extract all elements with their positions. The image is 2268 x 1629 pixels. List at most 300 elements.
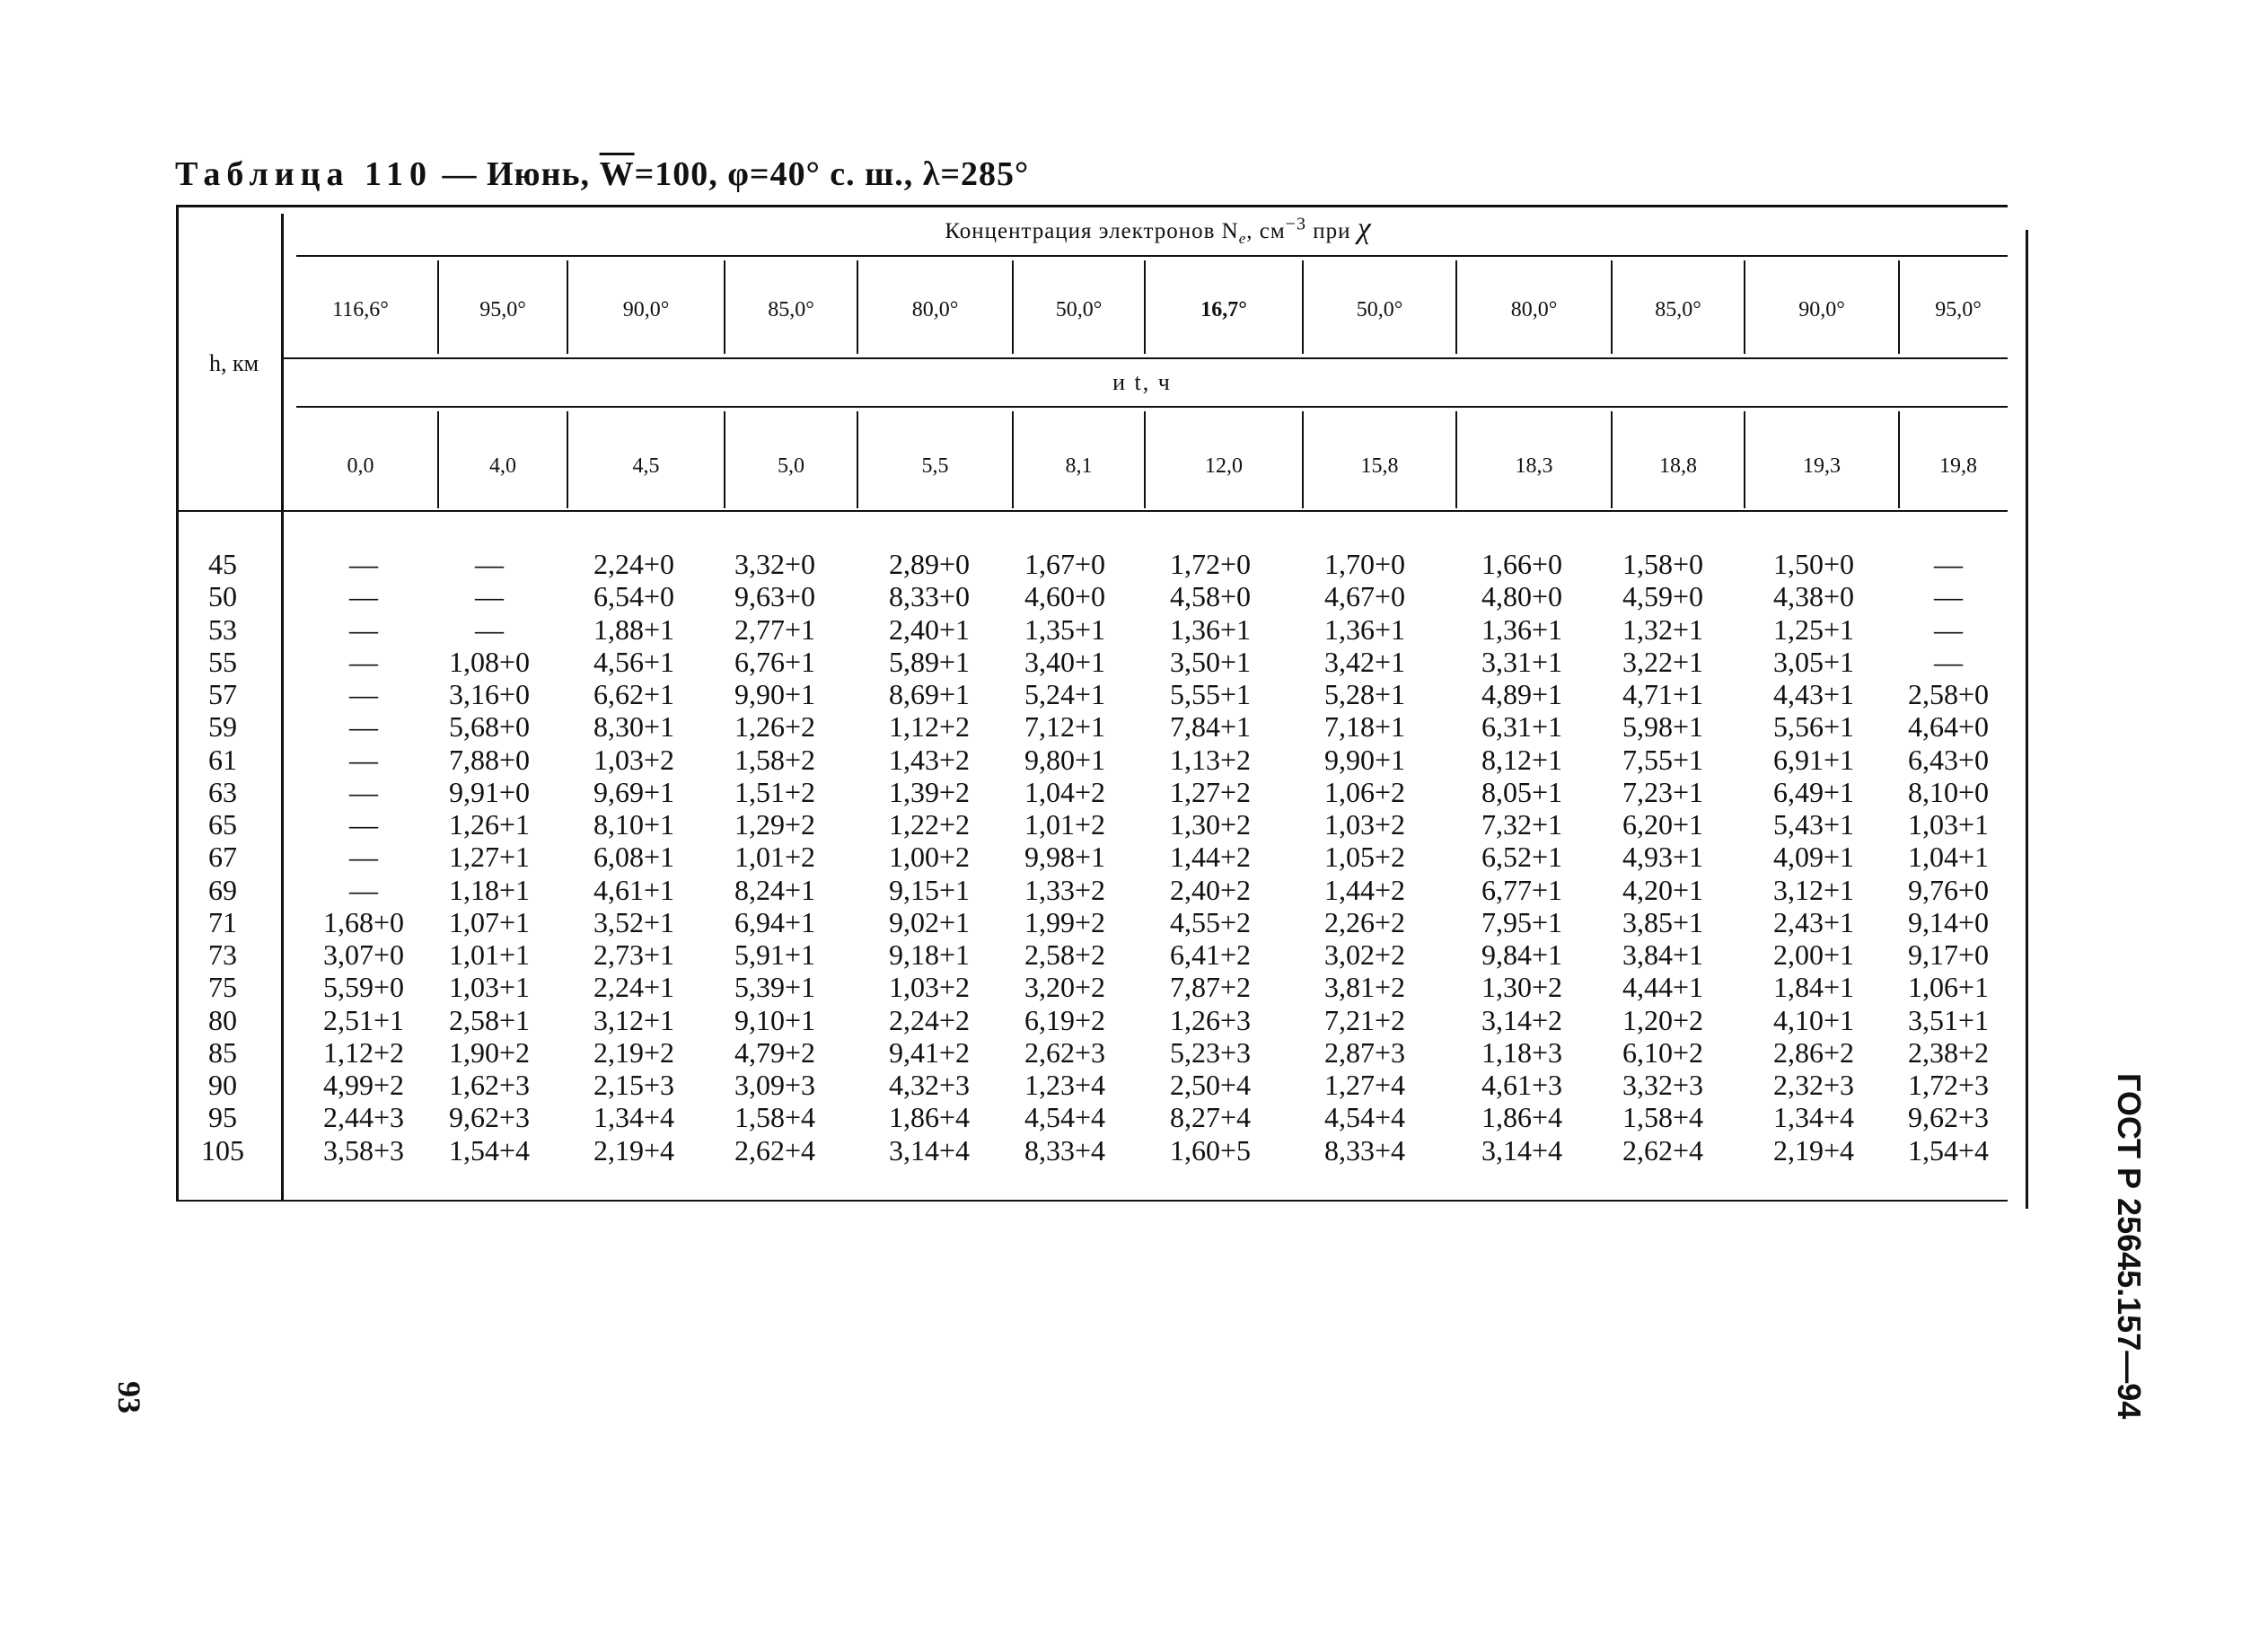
t-value-cell: 8,1 (1065, 454, 1093, 478)
data-cell: 4,60+0 (1024, 580, 1106, 613)
data-cell: 5,56+1 (1772, 710, 1855, 744)
data-cell: 9,15+1 (888, 873, 971, 906)
header-bottom-rule (176, 510, 2008, 512)
data-cell: 3,12+1 (1772, 873, 1855, 906)
data-cell: 9,63+0 (734, 580, 816, 613)
data-cell: 4,99+2 (322, 1069, 405, 1101)
data-cell: 1,29+2 (734, 808, 816, 841)
data-cell: 1,00+2 (888, 841, 971, 874)
data-cell: 5,23+3 (1169, 1035, 1252, 1069)
data-cell: — (475, 548, 504, 580)
altitude-cell: 95 (208, 1101, 237, 1134)
altitude-cell: 69 (208, 873, 237, 906)
data-cell: 5,98+1 (1622, 710, 1704, 744)
data-cell: 2,15+3 (593, 1069, 675, 1101)
t-row-top-rule (296, 406, 2008, 408)
data-cell: 2,62+4 (1622, 1133, 1704, 1167)
t-value-cell: 18,8 (1659, 454, 1697, 478)
t-value-cell: 18,3 (1515, 454, 1553, 478)
data-cell: 3,32+3 (1622, 1069, 1704, 1101)
data-cell: 2,58+1 (448, 1003, 531, 1036)
data-cell: 4,61+3 (1481, 1069, 1563, 1101)
data-column (292, 548, 435, 1167)
t-value-cell: 19,8 (1939, 454, 1977, 478)
data-cell: — (349, 775, 378, 808)
data-cell: 6,77+1 (1481, 873, 1563, 906)
altitude-cell: 85 (208, 1035, 237, 1069)
data-cell: 7,84+1 (1169, 710, 1252, 744)
altitude-cell: 65 (208, 808, 237, 841)
data-cell: 6,76+1 (734, 645, 816, 678)
altitude-cell: 90 (208, 1069, 237, 1101)
data-cell: — (349, 743, 378, 776)
data-cell: 1,25+1 (1772, 612, 1855, 646)
altitude-cell: 105 (201, 1133, 244, 1167)
data-cell: 4,09+1 (1772, 841, 1855, 874)
data-column (1293, 548, 1437, 1167)
data-cell: 3,14+4 (888, 1133, 971, 1167)
data-column (1591, 548, 1735, 1167)
chi-value-cell: 90,0° (622, 298, 670, 321)
data-cell: 5,59+0 (322, 971, 405, 1004)
data-cell: 1,35+1 (1024, 612, 1106, 646)
data-cell: — (349, 841, 378, 874)
data-cell: 4,67+0 (1323, 580, 1406, 613)
data-column (562, 548, 706, 1167)
altitude-cell: 75 (208, 971, 237, 1004)
data-cell: 8,27+4 (1169, 1101, 1252, 1134)
data-cell: 8,69+1 (888, 678, 971, 710)
data-cell: 1,62+3 (448, 1069, 531, 1101)
t-value-cell: 5,0 (778, 454, 804, 478)
data-cell: 1,07+1 (448, 905, 531, 938)
data-cell: — (349, 612, 378, 646)
data-cell: 2,86+2 (1772, 1035, 1855, 1069)
data-cell: 1,12+2 (888, 710, 971, 744)
data-cell: 1,36+1 (1481, 612, 1563, 646)
data-cell: 2,19+4 (593, 1133, 675, 1167)
data-cell: 1,44+2 (1323, 873, 1406, 906)
chi-value-cell: 80,0° (1510, 298, 1558, 321)
data-cell: 1,27+1 (448, 841, 531, 874)
data-cell: 3,20+2 (1024, 971, 1106, 1004)
table-bottom-rule (176, 1200, 2008, 1202)
data-cell: 3,85+1 (1622, 905, 1704, 938)
data-cell: 1,44+2 (1169, 841, 1252, 874)
data-cell: 1,50+0 (1772, 548, 1855, 580)
gost-side-label: ГОСТ Р 25645.157—94 (2111, 1073, 2148, 1420)
data-cell: 6,20+1 (1622, 808, 1704, 841)
data-cell: 4,71+1 (1622, 678, 1704, 710)
data-cell: 1,03+2 (593, 743, 675, 776)
chi-value-cell: 116,6° (332, 298, 389, 321)
data-cell: 4,43+1 (1772, 678, 1855, 710)
altitude-cell: 61 (208, 743, 237, 776)
altitude-cell: 67 (208, 841, 237, 874)
data-cell: 1,90+2 (448, 1035, 531, 1069)
data-column (418, 548, 561, 1167)
data-cell: 2,89+0 (888, 548, 971, 580)
chi-value-cell: 50,0° (1055, 298, 1103, 321)
data-cell: 1,03+2 (1323, 808, 1406, 841)
data-cell: 4,80+0 (1481, 580, 1563, 613)
data-cell: 4,54+4 (1323, 1101, 1406, 1134)
data-cell: 2,73+1 (593, 938, 675, 971)
altitude-cell: 73 (208, 938, 237, 971)
chi-value-cell: 95,0° (1935, 298, 1982, 321)
data-cell: 1,01+1 (448, 938, 531, 971)
data-cell: 2,19+4 (1772, 1133, 1855, 1167)
data-cell: 1,03+1 (1907, 808, 1990, 841)
data-cell: 1,13+2 (1169, 743, 1252, 776)
data-cell: 3,84+1 (1622, 938, 1704, 971)
data-cell: 1,18+3 (1481, 1035, 1563, 1069)
data-cell: 9,18+1 (888, 938, 971, 971)
chi-value-cell: 85,0° (1655, 298, 1701, 321)
data-cell: 1,18+1 (448, 873, 531, 906)
data-cell: 7,55+1 (1622, 743, 1704, 776)
table-title (175, 154, 1029, 194)
altitude-cell: 53 (208, 612, 237, 646)
data-cell: 6,91+1 (1772, 743, 1855, 776)
data-cell: 1,36+1 (1169, 612, 1252, 646)
data-cell: 7,18+1 (1323, 710, 1406, 744)
data-cell: 1,20+2 (1622, 1003, 1704, 1036)
data-cell: 5,89+1 (888, 645, 971, 678)
data-column (1877, 548, 2020, 1167)
data-cell: 1,34+4 (593, 1101, 675, 1134)
t-value-cell: 4,5 (632, 454, 660, 478)
data-cell: 4,61+1 (593, 873, 675, 906)
data-cell: 1,30+2 (1481, 971, 1563, 1004)
data-cell: 4,56+1 (593, 645, 675, 678)
data-cell: 3,09+3 (734, 1069, 816, 1101)
data-cell: 5,39+1 (734, 971, 816, 1004)
data-cell: 2,32+3 (1772, 1069, 1855, 1101)
data-cell: 2,38+2 (1907, 1035, 1990, 1069)
data-cell: — (1934, 645, 1963, 678)
data-cell: 3,07+0 (322, 938, 405, 971)
data-column (1450, 548, 1594, 1167)
t-value-cell: 0,0 (347, 454, 374, 478)
data-cell: 3,81+2 (1323, 971, 1406, 1004)
data-cell: 5,43+1 (1772, 808, 1855, 841)
table-title-w-symbol: $\overline{W}$ (599, 155, 635, 193)
data-cell: 1,03+2 (888, 971, 971, 1004)
data-cell: 9,14+0 (1907, 905, 1990, 938)
data-cell: 9,91+0 (448, 775, 531, 808)
data-cell: 2,19+2 (593, 1035, 675, 1069)
data-cell: 6,41+2 (1169, 938, 1252, 971)
data-cell: 1,01+2 (734, 841, 816, 874)
data-cell: 6,43+0 (1907, 743, 1990, 776)
data-cell: 6,19+2 (1024, 1003, 1106, 1036)
data-cell: 4,58+0 (1169, 580, 1252, 613)
data-cell: 3,51+1 (1907, 1003, 1990, 1036)
data-cell: 6,54+0 (593, 580, 675, 613)
data-cell: 7,88+0 (448, 743, 531, 776)
chi-value-cell: 50,0° (1356, 298, 1403, 321)
data-cell: 1,51+2 (734, 775, 816, 808)
data-cell: 1,54+4 (1907, 1133, 1990, 1167)
data-cell: — (1934, 580, 1963, 613)
data-cell: 1,70+0 (1323, 548, 1406, 580)
t-value-cell: 12,0 (1205, 454, 1243, 478)
data-cell: 1,86+4 (1481, 1101, 1563, 1134)
data-cell: 2,58+2 (1024, 938, 1106, 971)
chi-row-bottom-rule (281, 357, 2008, 359)
data-cell: 9,76+0 (1907, 873, 1990, 906)
data-cell: 3,12+1 (593, 1003, 675, 1036)
data-cell: 2,43+1 (1772, 905, 1855, 938)
data-cell: 3,32+0 (734, 548, 816, 580)
data-cell: 1,34+4 (1772, 1101, 1855, 1134)
data-cell: 1,33+2 (1024, 873, 1106, 906)
data-cell: 7,12+1 (1024, 710, 1106, 744)
chi-value-cell: 80,0° (911, 298, 959, 321)
data-cell: 3,14+4 (1481, 1133, 1563, 1167)
data-cell: 5,28+1 (1323, 678, 1406, 710)
data-cell: 6,62+1 (593, 678, 675, 710)
data-cell: 8,10+1 (593, 808, 675, 841)
data-cell: 9,84+1 (1481, 938, 1563, 971)
data-cell: — (349, 580, 378, 613)
data-cell: 1,32+1 (1622, 612, 1704, 646)
data-cell: 2,58+0 (1907, 678, 1990, 710)
data-cell: 1,72+3 (1907, 1069, 1990, 1101)
data-cell: 1,84+1 (1772, 971, 1855, 1004)
chi-value-cell: 90,0° (1798, 298, 1845, 321)
conc-unit: , см (1246, 219, 1286, 243)
data-cell: 4,59+0 (1622, 580, 1704, 613)
t-value-cell: 15,8 (1360, 454, 1399, 478)
data-cell: 3,14+2 (1481, 1003, 1563, 1036)
chi-row-top-rule (296, 255, 2008, 257)
data-cell: 7,95+1 (1481, 905, 1563, 938)
data-cell: — (349, 678, 378, 710)
data-cell: 6,08+1 (593, 841, 675, 874)
data-cell: 2,51+1 (322, 1003, 405, 1036)
data-cell: 2,24+1 (593, 971, 675, 1004)
data-cell: 9,10+1 (734, 1003, 816, 1036)
data-column (1138, 548, 1282, 1167)
data-column (993, 548, 1137, 1167)
data-cell: 1,03+1 (448, 971, 531, 1004)
data-cell: — (1934, 612, 1963, 646)
data-cell: 9,80+1 (1024, 743, 1106, 776)
data-cell: 1,66+0 (1481, 548, 1563, 580)
data-cell: 9,69+1 (593, 775, 675, 808)
conc-label: Концентрация электронов N (945, 219, 1239, 243)
table-right-rule (2026, 230, 2028, 1209)
data-cell: 8,33+0 (888, 580, 971, 613)
altitude-cell: 71 (208, 905, 237, 938)
data-cell: 2,77+1 (734, 612, 816, 646)
altitude-cell: 50 (208, 580, 237, 613)
data-cell: 1,04+1 (1907, 841, 1990, 874)
data-cell: 3,22+1 (1622, 645, 1704, 678)
table-title-prefix: Таблица 110 (175, 155, 433, 193)
data-cell: 5,91+1 (734, 938, 816, 971)
data-cell: 4,10+1 (1772, 1003, 1855, 1036)
data-cell: 1,86+4 (888, 1101, 971, 1134)
data-cell: 3,05+1 (1772, 645, 1855, 678)
data-cell: 1,01+2 (1024, 808, 1106, 841)
data-cell: 4,64+0 (1907, 710, 1990, 744)
chi-value-cell: 16,7° (1200, 298, 1247, 321)
data-cell: 4,44+1 (1622, 971, 1704, 1004)
data-cell: 8,33+4 (1323, 1133, 1406, 1167)
data-cell: 9,17+0 (1907, 938, 1990, 971)
data-cell: 1,26+2 (734, 710, 816, 744)
data-cell: 9,98+1 (1024, 841, 1106, 874)
data-cell: 2,24+2 (888, 1003, 971, 1036)
t-value-cell: 4,0 (489, 454, 516, 478)
data-cell: 1,88+1 (593, 612, 675, 646)
data-cell: 8,10+0 (1907, 775, 1990, 808)
data-cell: 2,87+3 (1323, 1035, 1406, 1069)
chi-value-cell: 95,0° (479, 298, 526, 321)
data-cell: 1,99+2 (1024, 905, 1106, 938)
data-cell: 1,27+4 (1323, 1069, 1406, 1101)
data-cell: 5,24+1 (1024, 678, 1106, 710)
data-cell: — (349, 645, 378, 678)
data-cell: 8,30+1 (593, 710, 675, 744)
data-cell: 1,60+5 (1169, 1133, 1252, 1167)
data-cell: 1,58+4 (1622, 1101, 1704, 1134)
data-cell: 8,24+1 (734, 873, 816, 906)
data-cell: 2,40+2 (1169, 873, 1252, 906)
data-cell: 4,38+0 (1772, 580, 1855, 613)
data-cell: 2,50+4 (1169, 1069, 1252, 1101)
altitude-cell: 80 (208, 1003, 237, 1036)
data-cell: 2,44+3 (322, 1101, 405, 1134)
conc-pri: при (1305, 219, 1358, 243)
data-cell: 7,87+2 (1169, 971, 1252, 1004)
data-cell: 2,00+1 (1772, 938, 1855, 971)
data-cell: 9,62+3 (448, 1101, 531, 1134)
data-cell: 6,94+1 (734, 905, 816, 938)
data-cell: 1,27+2 (1169, 775, 1252, 808)
data-cell: 1,36+1 (1323, 612, 1406, 646)
data-cell: 1,58+2 (734, 743, 816, 776)
chi-symbol: χ (1357, 212, 1372, 245)
data-column (703, 548, 847, 1167)
data-cell: 8,33+4 (1024, 1133, 1106, 1167)
chi-value-cell: 85,0° (768, 298, 814, 321)
data-cell: 3,42+1 (1323, 645, 1406, 678)
data-cell: 5,55+1 (1169, 678, 1252, 710)
altitude-cell: 57 (208, 678, 237, 710)
data-cell: 1,68+0 (322, 905, 405, 938)
data-cell: 4,54+4 (1024, 1101, 1106, 1134)
altitude-cell: 45 (208, 548, 237, 580)
data-cell: 2,40+1 (888, 612, 971, 646)
data-cell: 1,08+0 (448, 645, 531, 678)
data-cell: 1,67+0 (1024, 548, 1106, 580)
altitude-cell: 55 (208, 645, 237, 678)
data-cell: 6,49+1 (1772, 775, 1855, 808)
data-cell: 6,10+2 (1622, 1035, 1704, 1069)
data-cell: 1,43+2 (888, 743, 971, 776)
data-cell: 5,68+0 (448, 710, 531, 744)
data-cell: 3,16+0 (448, 678, 531, 710)
data-cell: 1,05+2 (1323, 841, 1406, 874)
data-cell: 3,52+1 (593, 905, 675, 938)
data-cell: 1,23+4 (1024, 1069, 1106, 1101)
t-value-cell: 5,5 (921, 454, 949, 478)
table-top-rule (176, 205, 2008, 207)
data-cell: — (1934, 548, 1963, 580)
data-cell: 1,26+1 (448, 808, 531, 841)
data-cell: 7,32+1 (1481, 808, 1563, 841)
data-cell: 3,58+3 (322, 1133, 405, 1167)
data-cell: — (475, 612, 504, 646)
data-cell: 1,39+2 (888, 775, 971, 808)
data-cell: 2,24+0 (593, 548, 675, 580)
data-cell: 8,12+1 (1481, 743, 1563, 776)
data-cell: 3,02+2 (1323, 938, 1406, 971)
data-cell: 4,89+1 (1481, 678, 1563, 710)
data-cell: 7,21+2 (1323, 1003, 1406, 1036)
h-column-rule (281, 214, 284, 1202)
data-cell: — (349, 873, 378, 906)
data-cell: 1,58+4 (734, 1101, 816, 1134)
data-cell: 9,02+1 (888, 905, 971, 938)
data-cell: 9,90+1 (1323, 743, 1406, 776)
t-value-cell: 19,3 (1803, 454, 1841, 478)
data-cell: 3,50+1 (1169, 645, 1252, 678)
data-cell: 8,05+1 (1481, 775, 1563, 808)
data-cell: 1,58+0 (1622, 548, 1704, 580)
table-title-month: — Июнь, (432, 155, 600, 193)
time-header: и t, ч (1112, 369, 1172, 395)
data-cell: 4,55+2 (1169, 905, 1252, 938)
data-cell: 1,26+3 (1169, 1003, 1252, 1036)
data-cell: 6,31+1 (1481, 710, 1563, 744)
data-cell: 2,62+4 (734, 1133, 816, 1167)
table-left-rule (176, 207, 179, 1202)
data-cell: 1,72+0 (1169, 548, 1252, 580)
data-cell: 4,20+1 (1622, 873, 1704, 906)
data-cell: — (349, 710, 378, 744)
data-cell: 2,26+2 (1323, 905, 1406, 938)
data-cell: — (349, 808, 378, 841)
data-cell: 1,30+2 (1169, 808, 1252, 841)
data-cell: 9,41+2 (888, 1035, 971, 1069)
data-cell: — (349, 548, 378, 580)
data-cell: 9,62+3 (1907, 1101, 1990, 1134)
data-cell: 1,04+2 (1024, 775, 1106, 808)
data-column (857, 548, 1001, 1167)
data-cell: 1,22+2 (888, 808, 971, 841)
data-cell: 1,06+2 (1323, 775, 1406, 808)
data-cell: 9,90+1 (734, 678, 816, 710)
data-cell: 3,31+1 (1481, 645, 1563, 678)
data-cell: 6,52+1 (1481, 841, 1563, 874)
data-cell: 1,54+4 (448, 1133, 531, 1167)
data-cell: 7,23+1 (1622, 775, 1704, 808)
data-cell: 4,93+1 (1622, 841, 1704, 874)
data-cell: 3,40+1 (1024, 645, 1106, 678)
altitude-cell: 63 (208, 775, 237, 808)
data-column (1742, 548, 1886, 1167)
data-cell: 4,32+3 (888, 1069, 971, 1101)
table-title-params: =100, φ=40° с. ш., λ=285° (634, 155, 1030, 193)
data-cell: 1,06+1 (1907, 971, 1990, 1004)
data-cell: 1,12+2 (322, 1035, 405, 1069)
page-number: 93 (111, 1381, 147, 1413)
